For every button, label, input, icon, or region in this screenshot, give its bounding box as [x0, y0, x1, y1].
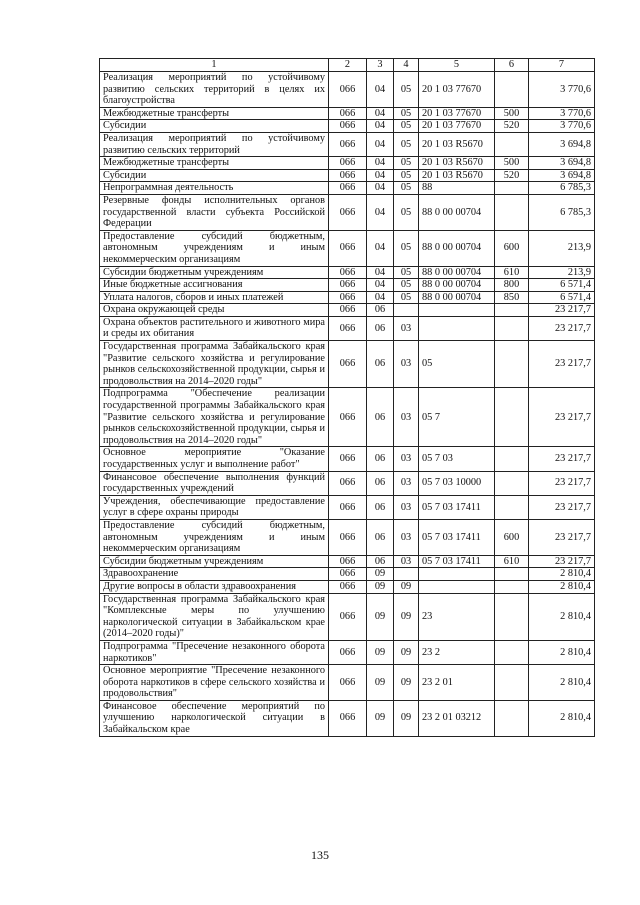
cell-row-label: Межбюджетные трансферты — [100, 107, 329, 120]
cell-amount: 2 810,4 — [529, 580, 595, 593]
cell-amount: 2 810,4 — [529, 568, 595, 581]
cell-subsection-code: 05 — [394, 182, 419, 195]
cell-subsection-code: 05 — [394, 266, 419, 279]
cell-subsection-code: 03 — [394, 555, 419, 568]
cell-ministry-code: 066 — [329, 157, 367, 170]
cell-expense-type: 610 — [495, 266, 529, 279]
cell-row-label: Финансовое обеспечение мероприятий по улучшению наркологической ситуации в Забайкальском крае — [100, 700, 329, 736]
cell-section-code: 04 — [367, 279, 394, 292]
cell-section-code: 06 — [367, 555, 394, 568]
cell-amount: 3 770,6 — [529, 72, 595, 108]
table-row — [100, 580, 595, 593]
cell-row-label: Охрана окружающей среды — [100, 304, 329, 317]
cell-section-code: 09 — [367, 580, 394, 593]
cell-expense-type — [495, 495, 529, 519]
cell-section-code: 04 — [367, 132, 394, 156]
cell-ministry-code: 066 — [329, 555, 367, 568]
cell-row-label: Охрана объектов растительного и животного мира и среды их обитания — [100, 316, 329, 340]
cell-section-code: 04 — [367, 107, 394, 120]
cell-target-article: 20 1 03 77670 — [419, 72, 495, 108]
cell-ministry-code: 066 — [329, 471, 367, 495]
cell-target-article: 20 1 03 R5670 — [419, 169, 495, 182]
cell-amount: 6 785,3 — [529, 194, 595, 230]
table-row — [100, 279, 595, 292]
cell-target-article: 05 7 03 17411 — [419, 519, 495, 555]
cell-row-label: Непрограммная деятельность — [100, 182, 329, 195]
cell-section-code: 09 — [367, 568, 394, 581]
cell-ministry-code: 066 — [329, 107, 367, 120]
cell-ministry-code: 066 — [329, 182, 367, 195]
cell-target-article — [419, 580, 495, 593]
cell-expense-type — [495, 640, 529, 664]
cell-target-article: 88 0 00 00704 — [419, 291, 495, 304]
cell-target-article: 05 7 03 17411 — [419, 555, 495, 568]
cell-subsection-code: 09 — [394, 665, 419, 701]
table-row — [100, 593, 595, 640]
cell-target-article: 88 0 00 00704 — [419, 266, 495, 279]
cell-subsection-code: 05 — [394, 132, 419, 156]
cell-section-code: 09 — [367, 593, 394, 640]
cell-amount: 213,9 — [529, 266, 595, 279]
cell-row-label: Межбюджетные трансферты — [100, 157, 329, 170]
cell-subsection-code: 03 — [394, 471, 419, 495]
cell-ministry-code: 066 — [329, 580, 367, 593]
cell-expense-type: 600 — [495, 519, 529, 555]
cell-subsection-code: 05 — [394, 194, 419, 230]
cell-subsection-code: 03 — [394, 316, 419, 340]
cell-subsection-code — [394, 568, 419, 581]
cell-section-code: 06 — [367, 519, 394, 555]
table-row — [100, 291, 595, 304]
table-row — [100, 388, 595, 447]
cell-expense-type — [495, 304, 529, 317]
table-header-row — [100, 59, 595, 72]
cell-target-article: 23 2 01 — [419, 665, 495, 701]
cell-target-article: 05 7 — [419, 388, 495, 447]
table-row — [100, 471, 595, 495]
cell-ministry-code: 066 — [329, 304, 367, 317]
cell-section-code: 04 — [367, 182, 394, 195]
cell-expense-type: 500 — [495, 157, 529, 170]
table-row — [100, 194, 595, 230]
cell-ministry-code: 066 — [329, 230, 367, 266]
table-row — [100, 120, 595, 133]
table-row — [100, 316, 595, 340]
cell-expense-type — [495, 665, 529, 701]
cell-amount: 2 810,4 — [529, 700, 595, 736]
table-row — [100, 447, 595, 471]
cell-target-article: 88 — [419, 182, 495, 195]
cell-ministry-code: 066 — [329, 120, 367, 133]
cell-target-article — [419, 304, 495, 317]
cell-ministry-code: 066 — [329, 291, 367, 304]
cell-row-label: Реализация мероприятий по устойчивому развитию сельских территорий — [100, 132, 329, 156]
cell-amount: 23 217,7 — [529, 388, 595, 447]
table-row — [100, 665, 595, 701]
table-row — [100, 107, 595, 120]
cell-amount: 6 571,4 — [529, 279, 595, 292]
cell-amount: 23 217,7 — [529, 471, 595, 495]
cell-subsection-code: 03 — [394, 495, 419, 519]
table-row — [100, 182, 595, 195]
cell-expense-type: 520 — [495, 169, 529, 182]
cell-amount: 3 694,8 — [529, 169, 595, 182]
cell-row-label: Другие вопросы в области здравоохранения — [100, 580, 329, 593]
cell-ministry-code: 066 — [329, 665, 367, 701]
cell-target-article: 23 2 — [419, 640, 495, 664]
cell-row-label: Государственная программа Забайкальского края "Комплексные меры по улучшению наркологической ситуации в Забайкальском крае (2014–2020 годы)" — [100, 593, 329, 640]
page-number: 135 — [311, 848, 329, 862]
cell-expense-type: 850 — [495, 291, 529, 304]
cell-ministry-code: 066 — [329, 700, 367, 736]
table-row — [100, 519, 595, 555]
cell-section-code: 06 — [367, 447, 394, 471]
cell-row-label: Иные бюджетные ассигнования — [100, 279, 329, 292]
cell-section-code: 09 — [367, 665, 394, 701]
cell-row-label: Подпрограмма "Обеспечение реализации государственной программы Забайкальского края "Развитие сельского хозяйства и регулирование рынков сельскохозяйственной продукции, сырья и продовольствия на 2014–2020 годы" — [100, 388, 329, 447]
cell-row-label: Основное мероприятие "Оказание государственных услуг и выполнение работ" — [100, 447, 329, 471]
cell-row-label: Учреждения, обеспечивающие предоставление услуг в сфере охраны природы — [100, 495, 329, 519]
cell-row-label: Подпрограмма "Пресечение незаконного оборота наркотиков" — [100, 640, 329, 664]
cell-amount: 6 571,4 — [529, 291, 595, 304]
table-row — [100, 568, 595, 581]
cell-section-code: 04 — [367, 157, 394, 170]
cell-subsection-code: 09 — [394, 640, 419, 664]
cell-expense-type: 500 — [495, 107, 529, 120]
cell-expense-type — [495, 388, 529, 447]
cell-subsection-code: 09 — [394, 580, 419, 593]
table-row — [100, 304, 595, 317]
cell-amount: 23 217,7 — [529, 519, 595, 555]
cell-amount: 6 785,3 — [529, 182, 595, 195]
cell-section-code: 06 — [367, 388, 394, 447]
cell-amount: 3 770,6 — [529, 107, 595, 120]
cell-ministry-code: 066 — [329, 447, 367, 471]
cell-row-label: Субсидии бюджетным учреждениям — [100, 555, 329, 568]
cell-subsection-code: 05 — [394, 230, 419, 266]
cell-subsection-code: 05 — [394, 107, 419, 120]
cell-subsection-code — [394, 304, 419, 317]
column-header-5: 5 — [419, 59, 495, 72]
cell-ministry-code: 066 — [329, 169, 367, 182]
cell-subsection-code: 03 — [394, 519, 419, 555]
cell-subsection-code: 03 — [394, 341, 419, 388]
cell-ministry-code: 066 — [329, 640, 367, 664]
cell-target-article — [419, 568, 495, 581]
cell-target-article: 20 1 03 77670 — [419, 120, 495, 133]
cell-section-code: 04 — [367, 72, 394, 108]
cell-subsection-code: 05 — [394, 120, 419, 133]
cell-target-article: 20 1 03 77670 — [419, 107, 495, 120]
cell-subsection-code: 09 — [394, 700, 419, 736]
column-header-6: 6 — [495, 59, 529, 72]
cell-subsection-code: 05 — [394, 291, 419, 304]
cell-row-label: Предоставление субсидий бюджетным, автономным учреждениям и иным некоммерческим организациям — [100, 519, 329, 555]
cell-ministry-code: 066 — [329, 316, 367, 340]
cell-amount: 23 217,7 — [529, 495, 595, 519]
cell-subsection-code: 05 — [394, 72, 419, 108]
cell-amount: 3 770,6 — [529, 120, 595, 133]
cell-expense-type — [495, 593, 529, 640]
table-row — [100, 555, 595, 568]
cell-target-article: 05 7 03 — [419, 447, 495, 471]
cell-expense-type: 800 — [495, 279, 529, 292]
cell-expense-type — [495, 132, 529, 156]
column-header-2: 2 — [329, 59, 367, 72]
cell-subsection-code: 05 — [394, 157, 419, 170]
column-header-4: 4 — [394, 59, 419, 72]
cell-section-code: 06 — [367, 495, 394, 519]
cell-amount: 23 217,7 — [529, 304, 595, 317]
cell-expense-type — [495, 194, 529, 230]
cell-expense-type: 520 — [495, 120, 529, 133]
cell-row-label: Субсидии — [100, 120, 329, 133]
cell-target-article: 20 1 03 R5670 — [419, 132, 495, 156]
table-row — [100, 132, 595, 156]
cell-row-label: Уплата налогов, сборов и иных платежей — [100, 291, 329, 304]
cell-expense-type — [495, 700, 529, 736]
table-row — [100, 266, 595, 279]
budget-table — [99, 58, 595, 737]
cell-ministry-code: 066 — [329, 593, 367, 640]
cell-section-code: 04 — [367, 194, 394, 230]
table-row — [100, 495, 595, 519]
cell-row-label: Субсидии — [100, 169, 329, 182]
cell-amount: 2 810,4 — [529, 665, 595, 701]
cell-target-article: 88 0 00 00704 — [419, 230, 495, 266]
cell-ministry-code: 066 — [329, 266, 367, 279]
column-header-7: 7 — [529, 59, 595, 72]
cell-ministry-code: 066 — [329, 519, 367, 555]
cell-ministry-code: 066 — [329, 132, 367, 156]
table-row — [100, 230, 595, 266]
table-row — [100, 157, 595, 170]
cell-section-code: 06 — [367, 304, 394, 317]
cell-ministry-code: 066 — [329, 568, 367, 581]
cell-target-article: 05 — [419, 341, 495, 388]
cell-ministry-code: 066 — [329, 388, 367, 447]
cell-amount: 3 694,8 — [529, 132, 595, 156]
cell-target-article: 23 2 01 03212 — [419, 700, 495, 736]
cell-target-article: 88 0 00 00704 — [419, 194, 495, 230]
cell-row-label: Финансовое обеспечение выполнения функций государственных учреждений — [100, 471, 329, 495]
cell-expense-type — [495, 341, 529, 388]
cell-row-label: Субсидии бюджетным учреждениям — [100, 266, 329, 279]
cell-row-label: Государственная программа Забайкальского края "Развитие сельского хозяйства и регулирование рынков сельскохозяйственной продукции, сырья и продовольствия на 2014–2020 годы" — [100, 341, 329, 388]
cell-section-code: 04 — [367, 169, 394, 182]
cell-expense-type — [495, 316, 529, 340]
table-row — [100, 341, 595, 388]
cell-section-code: 06 — [367, 341, 394, 388]
cell-subsection-code: 03 — [394, 447, 419, 471]
cell-subsection-code: 05 — [394, 169, 419, 182]
cell-subsection-code: 05 — [394, 279, 419, 292]
cell-row-label: Резервные фонды исполнительных органов государственной власти субъекта Российской Федерации — [100, 194, 329, 230]
cell-ministry-code: 066 — [329, 279, 367, 292]
cell-section-code: 09 — [367, 700, 394, 736]
table-row — [100, 640, 595, 664]
cell-section-code: 04 — [367, 230, 394, 266]
table-row — [100, 72, 595, 108]
column-header-3: 3 — [367, 59, 394, 72]
table-row — [100, 169, 595, 182]
cell-amount: 213,9 — [529, 230, 595, 266]
cell-expense-type: 600 — [495, 230, 529, 266]
cell-expense-type — [495, 72, 529, 108]
cell-ministry-code: 066 — [329, 194, 367, 230]
cell-ministry-code: 066 — [329, 495, 367, 519]
cell-amount: 23 217,7 — [529, 316, 595, 340]
table-row — [100, 700, 595, 736]
column-header-1: 1 — [100, 59, 329, 72]
cell-expense-type — [495, 568, 529, 581]
cell-amount: 23 217,7 — [529, 447, 595, 471]
cell-amount: 2 810,4 — [529, 640, 595, 664]
cell-expense-type — [495, 182, 529, 195]
cell-section-code: 04 — [367, 266, 394, 279]
cell-section-code: 06 — [367, 316, 394, 340]
cell-row-label: Основное мероприятие "Пресечение незаконного оборота наркотиков в сфере сельского хозяйства и продовольствия" — [100, 665, 329, 701]
cell-target-article: 88 0 00 00704 — [419, 279, 495, 292]
cell-ministry-code: 066 — [329, 341, 367, 388]
cell-section-code: 09 — [367, 640, 394, 664]
cell-amount: 3 694,8 — [529, 157, 595, 170]
cell-amount: 23 217,7 — [529, 341, 595, 388]
cell-section-code: 04 — [367, 291, 394, 304]
cell-ministry-code: 066 — [329, 72, 367, 108]
cell-target-article: 05 7 03 17411 — [419, 495, 495, 519]
cell-target-article: 05 7 03 10000 — [419, 471, 495, 495]
cell-row-label: Здравоохранение — [100, 568, 329, 581]
cell-expense-type — [495, 580, 529, 593]
cell-row-label: Реализация мероприятий по устойчивому развитию сельских территорий в целях их благоустройства — [100, 72, 329, 108]
cell-amount: 23 217,7 — [529, 555, 595, 568]
cell-section-code: 06 — [367, 471, 394, 495]
cell-section-code: 04 — [367, 120, 394, 133]
cell-amount: 2 810,4 — [529, 593, 595, 640]
cell-target-article — [419, 316, 495, 340]
cell-subsection-code: 03 — [394, 388, 419, 447]
cell-expense-type — [495, 447, 529, 471]
cell-row-label: Предоставление субсидий бюджетным, автономным учреждениям и иным некоммерческим организациям — [100, 230, 329, 266]
cell-target-article: 20 1 03 R5670 — [419, 157, 495, 170]
table-body — [100, 72, 595, 737]
cell-expense-type — [495, 471, 529, 495]
cell-target-article: 23 — [419, 593, 495, 640]
cell-expense-type: 610 — [495, 555, 529, 568]
cell-subsection-code: 09 — [394, 593, 419, 640]
